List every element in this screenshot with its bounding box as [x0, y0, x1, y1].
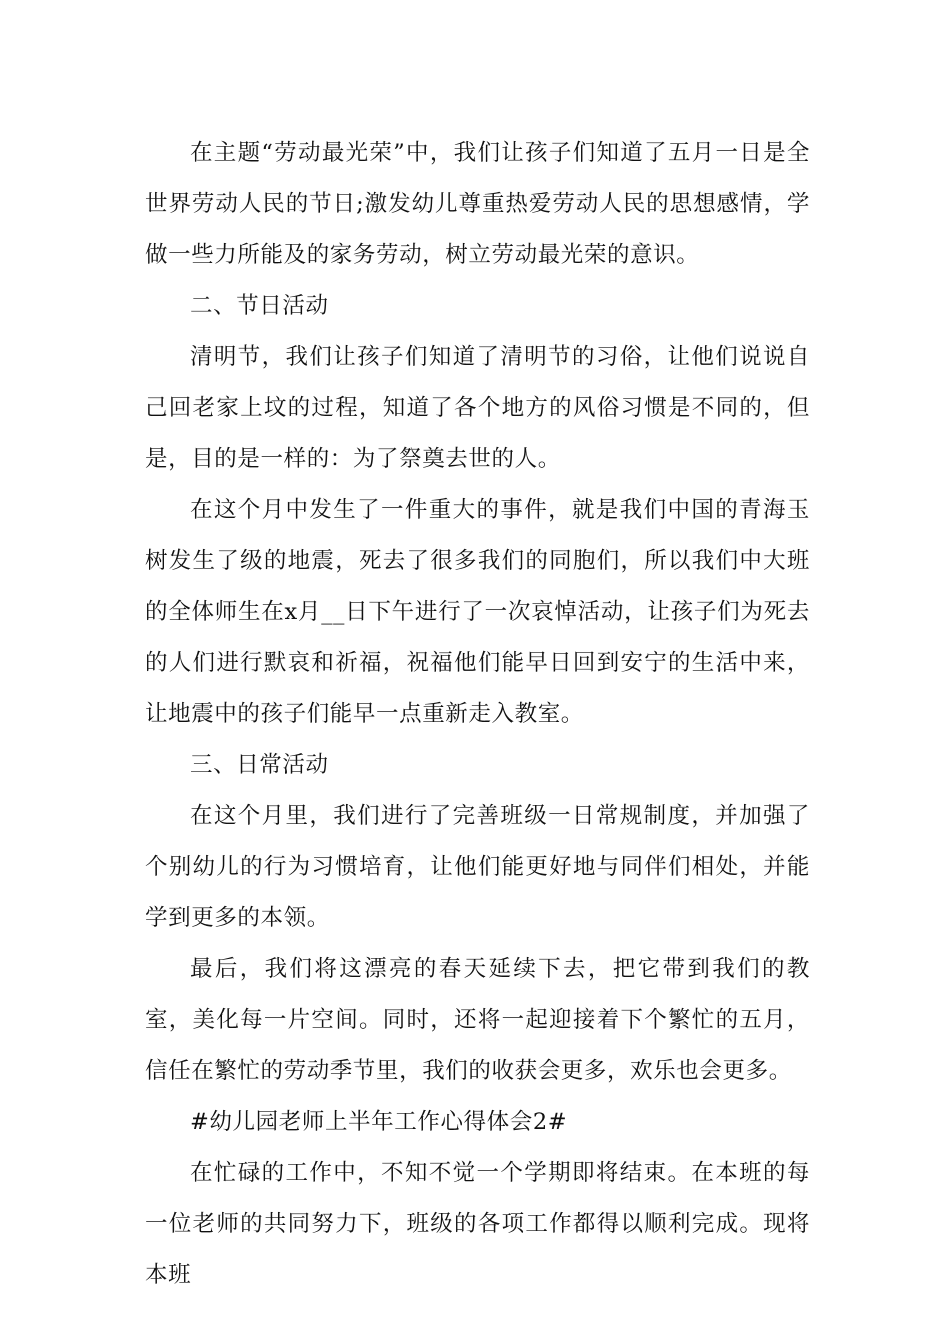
paragraph-daily-routine: 在这个月里，我们进行了完善班级一日常规制度，并加强了个别幼儿的行为习惯培育，让他们能更好地与同伴们相处，并能学到更多的本领。 — [145, 803, 810, 931]
document-body — [145, 128, 810, 1301]
paragraph-semester-intro: 在忙碌的工作中，不知不觉一个学期即将结束。在本班的每一位老师的共同努力下，班级的各项工作都得以顺利完成。现将本班 — [145, 1160, 810, 1288]
section-title-second-article: #幼儿园老师上半年工作心得体会2# — [190, 1109, 568, 1135]
paragraph-conclusion: 最后，我们将这漂亮的春天延续下去，把它带到我们的教室，美化每一片空间。同时，还将一起迎接着下个繁忙的五月，信任在繁忙的劳动季节里，我们的收获会更多，欢乐也会更多。 — [145, 956, 810, 1084]
paragraph-qingming: 清明节，我们让孩子们知道了清明节的习俗，让他们说说自己回老家上坟的过程，知道了各个地方的风俗习惯是不同的，但是，目的是一样的：为了祭奠去世的人。 — [145, 344, 810, 472]
section-heading-holiday-activities: 二、节日活动 — [190, 293, 329, 319]
paragraph-earthquake-mourning: 在这个月中发生了一件重大的事件，就是我们中国的青海玉树发生了级的地震，死去了很多我们的同胞们，所以我们中大班的全体师生在x月__日下午进行了一次哀悼活动，让孩子们为死去的人们进行默哀和祈福，祝福他们能早日回到安宁的生活中来，让地震中的孩子们能早一点重新走入教室。 — [145, 497, 810, 727]
paragraph-labor-theme: 在主题“劳动最光荣”中，我们让孩子们知道了五月一日是全世界劳动人民的节日;激发幼儿尊重热爱劳动人民的思想感情，学做一些力所能及的家务劳动，树立劳动最光荣的意识。 — [145, 140, 810, 268]
section-heading-daily-activities: 三、日常活动 — [190, 752, 329, 778]
